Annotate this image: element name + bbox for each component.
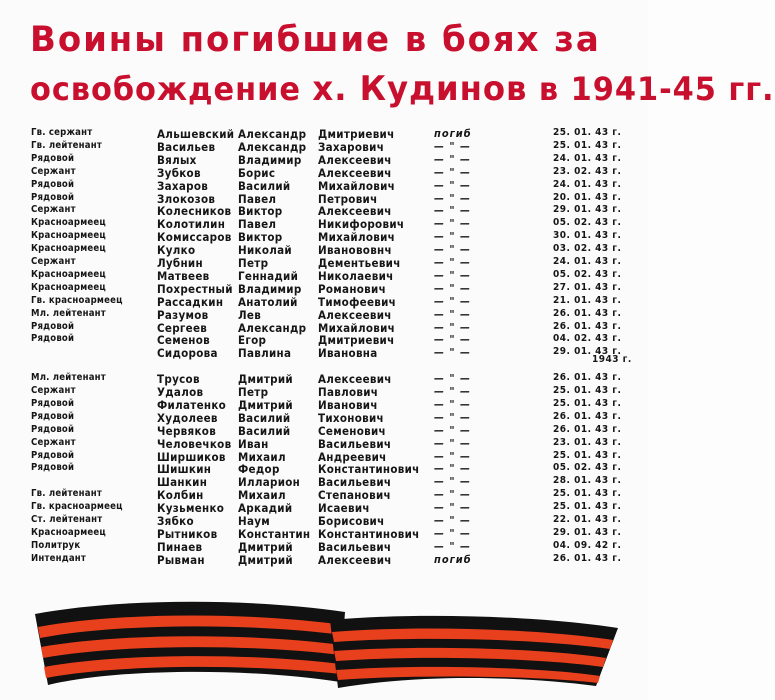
roster-patronymic: Васильевич [318,475,392,490]
roster-fate: — " — [434,204,471,218]
roster-firstname: Александр [238,127,307,141]
roster-rank: Гв. красноармеец [31,501,123,513]
roster-date: 05. 02. 43 г. [553,217,622,229]
roster-rank: Рядовой [31,397,75,409]
roster-patronymic: Михайлович [318,178,396,193]
roster-patronymic: Алексеевич [318,372,392,387]
st-george-ribbon [0,590,648,700]
roster-fate: — " — [434,449,471,463]
roster-date: 25. 01. 43 г. [553,397,622,409]
roster-date: 25. 01. 43 г. [553,127,622,138]
roster-fate: — " — [434,397,471,411]
roster-fate: — " — [434,256,471,269]
roster-surname: Лубнин [157,256,203,270]
roster-date: 20. 01. 43 г. [553,191,622,203]
roster-fate: — " — [434,372,471,386]
roster-date: 29. 01. 43 г. [553,204,622,216]
roster-surname: Кузьменко [157,501,225,516]
roster-fate: погиб [434,127,472,140]
roster-surname: Кулко [157,243,196,258]
roster-firstname: Дмитрий [238,552,293,567]
roster-date: 04. 02. 43 г. [553,333,622,345]
roster-fate: — " — [434,230,471,244]
roster-rank: Рядовой [31,462,75,474]
roster-fate: — " — [434,294,471,308]
roster-date: 05. 02. 43 г. [553,268,622,280]
roster-patronymic: Константинович [318,526,420,541]
roster-firstname: Дмитрий [238,539,293,554]
roster-surname: Рывман [157,552,205,567]
roster-firstname: Федор [238,462,280,477]
roster-rank: Рядовой [31,449,75,461]
roster-fate: — " — [434,526,471,540]
roster-firstname: Петр [238,385,269,399]
roster-fate: — " — [434,243,471,257]
roster-date: 28. 01. 43 г. [553,475,622,487]
roster-patronymic: Андреевич [318,449,387,464]
roster-date: 26. 01. 43 г. [553,410,622,422]
roster-patronymic: Павлович [318,385,379,399]
roster-patronymic: Васильевич [318,539,392,554]
roster-surname: Рытников [157,526,218,541]
roster-date: 22. 01. 43 г. [553,514,622,525]
roster-fate: — " — [434,178,471,192]
roster-surname: Колотилин [157,217,226,232]
roster-date: 03. 02. 43 г. [553,243,622,255]
roster-patronymic: Борисович [318,514,385,528]
roster-firstname: Иван [238,436,269,451]
roster-patronymic: Никифорович [318,217,405,232]
roster-patronymic: Михайлович [318,320,396,335]
roster-firstname: Константин [238,526,311,541]
roster-firstname: Василий [238,178,291,193]
roster-patronymic: Михайлович [318,230,396,245]
roster-surname: Похрестный [157,281,233,296]
roster-firstname: Наум [238,514,271,528]
roster-rank: Рядовой [31,152,75,164]
roster-surname: Удалов [157,385,204,399]
roster-rank: Сержант [31,256,76,267]
roster-surname: Трусов [157,372,200,387]
roster-date: 29. 01. 43 г. [553,526,622,538]
roster-rank: Сержант [31,385,76,396]
roster-surname: Матвеев [157,268,210,283]
roster-date: 26. 01. 43 г. [553,552,622,564]
roster-fate: — " — [434,423,471,437]
roster-surname: Альшевский [157,127,235,141]
roster-firstname: Борис [238,165,276,180]
roster-fate: — " — [434,539,471,553]
roster-patronymic: Иванович [318,397,378,412]
roster-fate: — " — [434,139,471,153]
roster-rank: Гв. красноармеец [31,294,123,306]
roster-patronymic: Ивановна [318,346,378,361]
roster-date: 05. 02. 43 г. [553,462,622,474]
roster-fate: — " — [434,501,471,515]
roster-firstname: Аркадий [238,501,293,516]
roster-date: 24. 01. 43 г. [553,152,622,164]
roster-patronymic: Тихонович [318,410,384,425]
roster-firstname: Павлина [238,346,292,361]
roster-fate: — " — [434,488,471,502]
roster-rank: Рядовой [31,423,75,435]
roster-patronymic: Алексеевич [318,552,392,567]
roster-surname: Зубков [157,165,201,180]
roster-firstname: Михаил [238,449,286,464]
roster-rank: Мл. лейтенант [31,307,106,319]
roster-patronymic: Алексеевич [318,204,392,219]
roster-surname: Рассадкин [157,294,224,309]
roster-firstname: Геннадий [238,268,299,283]
roster-surname: Вялых [157,152,197,167]
roster-fate: — " — [434,346,471,360]
roster-rank: Рядовой [31,178,75,190]
roster-surname: Червяков [157,423,217,438]
roster-date: 23. 02. 43 г. [553,165,622,177]
roster-surname: Разумов [157,307,209,322]
roster-date: 29. 01. 43 г. [553,346,622,358]
roster-fate: — " — [434,165,471,179]
roster-rank: Рядовой [31,333,75,345]
roster-date: 25. 01. 43 г. [553,488,622,500]
roster-firstname: Анатолий [238,294,298,309]
roster-fate: — " — [434,410,471,424]
roster-firstname: Лев [238,307,262,322]
roster-rank: Красноармеец [31,217,106,229]
roster-surname: Васильев [157,139,216,154]
roster-firstname: Виктор [238,230,283,245]
roster-fate: — " — [434,475,471,489]
roster-surname: Колбин [157,488,204,503]
roster-fate: — " — [434,436,471,450]
roster-firstname: Илларион [238,475,301,490]
roster-rank: Гв. сержант [31,127,93,138]
roster-patronymic: Захарович [318,139,385,154]
roster-rank: Красноармеец [31,230,106,242]
roster-patronymic: Дмитриевич [318,127,395,141]
roster-firstname: Павел [238,217,277,232]
roster-date: 04. 09. 42 г. [553,539,622,551]
roster-date: 26. 01. 43 г. [553,320,622,332]
title-liberation: освобождение [30,70,301,108]
roster-fate: — " — [434,191,471,205]
roster-date: 25. 01. 43 г. [553,501,622,513]
roster-fate: — " — [434,385,471,398]
roster-surname: Зябко [157,514,194,528]
roster-rank: Интендант [31,552,87,564]
roster-rank: Рядовой [31,320,75,332]
roster-patronymic: Дмитриевич [318,333,395,348]
roster-patronymic: Иванововнч [318,243,392,258]
roster-fate: — " — [434,462,471,476]
roster-date: 24. 01. 43 г. [553,256,622,267]
roster-fate: — " — [434,152,471,166]
roster-surname: Шишкин [157,462,212,477]
roster-date: 24. 01. 43 г. [553,178,622,190]
roster-firstname: Михаил [238,488,286,503]
roster-rank: Ст. лейтенант [31,514,103,525]
roster-surname: Комиссаров [157,230,232,245]
roster-firstname: Владимир [238,152,302,167]
roster-firstname: Василий [238,423,291,438]
roster-surname: Сергеев [157,320,208,335]
roster-fate: — " — [434,217,471,231]
roster-firstname: Василий [238,410,291,425]
roster-firstname: Виктор [238,204,283,219]
roster-rank: Гв. лейтенант [31,488,103,500]
roster-patronymic: Исаевич [318,501,370,516]
roster-patronymic: Алексеевич [318,307,392,322]
roster-patronymic: Дементьевич [318,256,401,270]
roster-patronymic: Семенович [318,423,386,438]
roster-firstname: Николай [238,243,292,258]
roster-rank: Красноармеец [31,281,106,293]
roster-patronymic: Васильевич [318,436,392,451]
roster-patronymic: Николаевич [318,268,394,283]
roster-rank: Сержант [31,436,76,448]
roster-surname: Филатенко [157,397,227,412]
roster-fate: — " — [434,514,471,527]
roster-fate: — " — [434,320,471,334]
roster-firstname: Александр [238,320,307,335]
roster-firstname: Павел [238,191,277,206]
roster-surname: Захаров [157,178,209,193]
roster-patronymic: Петрович [318,191,378,206]
roster-date: 26. 01. 43 г. [553,372,622,384]
roster-rank: Красноармеец [31,526,106,538]
title-place: х. Кудинов [312,69,528,109]
roster-fate: — " — [434,268,471,282]
roster-date: 26. 01. 43 г. [553,307,622,319]
roster-fate: — " — [434,307,471,321]
roster-surname: Семенов [157,333,210,348]
roster-date: 25. 01. 43 г. [553,139,622,151]
roster-rank: Гв. лейтенант [31,139,103,151]
roster-firstname: Петр [238,256,269,270]
roster-date: 25. 01. 43 г. [553,449,622,461]
roster-date: 23. 01. 43 г. [553,436,622,448]
roster-surname: Человечков [157,436,232,451]
roster-surname: Пинаев [157,539,203,554]
roster-date: 27. 01. 43 г. [553,281,622,293]
roster-rank: Рядовой [31,191,75,203]
roster-date: 21. 01. 43 г. [553,294,622,306]
title-line-1: Воины погибшие в боях за [30,20,601,60]
roster-firstname: Егор [238,333,267,348]
roster-rank: Красноармеец [31,243,106,255]
title-years: в 1941-45 гг. [538,70,775,108]
roster-patronymic: Тимофеевич [318,294,397,309]
roster-rank: Политрук [31,539,81,551]
roster-firstname: Александр [238,139,307,154]
roster-date: 30. 01. 43 г. [553,230,622,242]
roster-fate: погиб [434,552,472,566]
roster-patronymic: Алексеевич [318,165,392,180]
roster-surname: Шанкин [157,475,208,490]
roster-rank: Рядовой [31,410,75,422]
roster-rank: Мл. лейтенант [31,372,106,384]
roster-surname: Злокозов [157,191,216,206]
roster-fate: — " — [434,281,471,295]
roster-surname: Ширшиков [157,449,226,464]
roster-date: 1943 г. [592,354,632,365]
roster-rank: Сержант [31,204,76,216]
roster-date: 26. 01. 43 г. [553,423,622,435]
roster-firstname: Дмитрий [238,397,293,412]
roster-firstname: Владимир [238,281,302,296]
roster-fate: — " — [434,333,471,347]
roster-patronymic: Романович [318,281,386,296]
roster-surname: Сидорова [157,346,218,361]
roster-patronymic: Степанович [318,488,391,503]
roster-surname: Колесников [157,204,232,219]
roster-rank: Сержант [31,165,76,177]
roster-rank: Красноармеец [31,268,106,280]
roster-date: 25. 01. 43 г. [553,385,622,396]
roster-patronymic: Алексеевич [318,152,392,167]
roster-patronymic: Константинович [318,462,420,477]
roster-surname: Худолеев [157,410,218,425]
roster-firstname: Дмитрий [238,372,293,387]
